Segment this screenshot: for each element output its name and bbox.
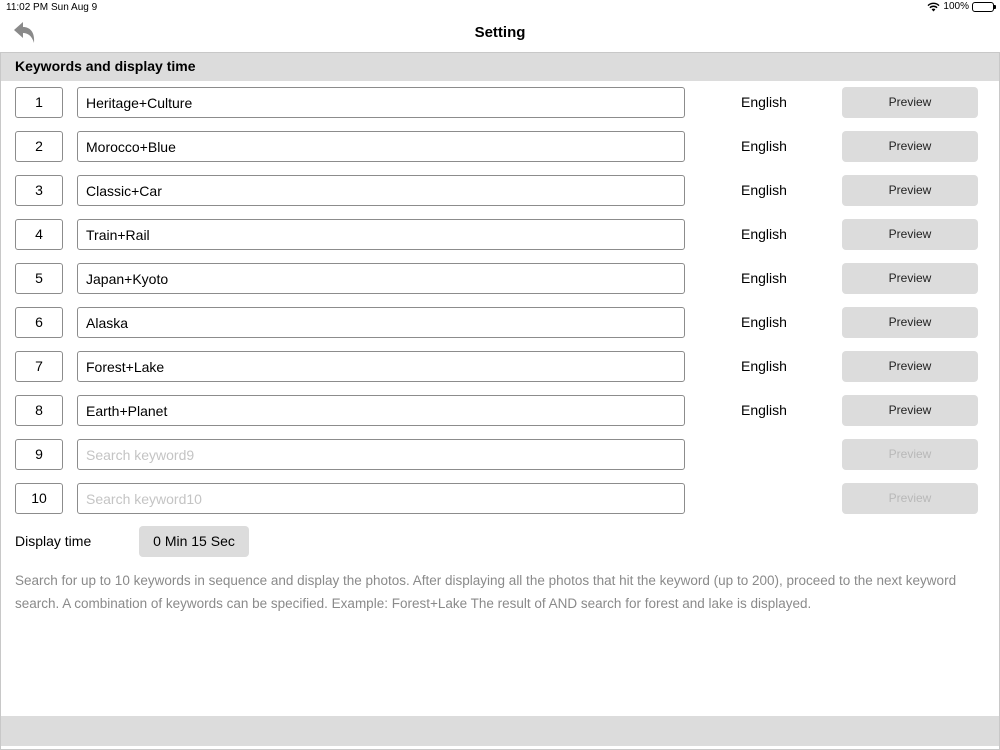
- keyword-language: English: [741, 402, 787, 418]
- status-right: [927, 1, 994, 12]
- nav-bar: [0, 16, 1000, 52]
- keyword-input[interactable]: [77, 483, 685, 514]
- preview-button[interactable]: Preview: [842, 307, 978, 338]
- keyword-input[interactable]: [77, 307, 685, 338]
- footer-bar: [1, 716, 999, 746]
- display-time-label: Display time: [15, 533, 92, 549]
- keyword-index: 10: [15, 483, 63, 514]
- keyword-row: [0, 395, 1000, 427]
- preview-button[interactable]: Preview: [842, 351, 978, 382]
- keyword-row: [0, 351, 1000, 383]
- keyword-index: 2: [15, 131, 63, 162]
- keyword-row: [0, 307, 1000, 339]
- preview-button[interactable]: Preview: [842, 395, 978, 426]
- preview-button[interactable]: Preview: [842, 131, 978, 162]
- preview-button[interactable]: Preview: [842, 219, 978, 250]
- section-header: Keywords and display time: [1, 53, 999, 81]
- keyword-input[interactable]: [77, 263, 685, 294]
- keyword-language: English: [741, 270, 787, 286]
- keyword-row: [0, 87, 1000, 119]
- preview-button[interactable]: Preview: [842, 175, 978, 206]
- wifi-icon: [927, 2, 940, 12]
- keyword-input[interactable]: [77, 395, 685, 426]
- keyword-input[interactable]: [77, 87, 685, 118]
- battery-icon: [972, 2, 994, 12]
- keyword-row: [0, 219, 1000, 251]
- keyword-language: English: [741, 138, 787, 154]
- keyword-row: [0, 131, 1000, 163]
- keyword-index: 1: [15, 87, 63, 118]
- keyword-row: [0, 439, 1000, 471]
- keyword-index: 7: [15, 351, 63, 382]
- keyword-language: English: [741, 226, 787, 242]
- keyword-input[interactable]: [77, 351, 685, 382]
- preview-button[interactable]: Preview: [842, 87, 978, 118]
- preview-button[interactable]: Preview: [842, 483, 978, 514]
- keyword-index: 9: [15, 439, 63, 470]
- display-time-button[interactable]: 0 Min 15 Sec: [139, 526, 249, 557]
- keyword-index: 5: [15, 263, 63, 294]
- keyword-index: 8: [15, 395, 63, 426]
- preview-button[interactable]: Preview: [842, 263, 978, 294]
- keyword-index: 4: [15, 219, 63, 250]
- keyword-language: English: [741, 314, 787, 330]
- preview-button[interactable]: Preview: [842, 439, 978, 470]
- status-date: Sun Aug 9: [51, 2, 98, 13]
- status-time: 11:02 PM: [6, 2, 49, 13]
- keyword-row: [0, 483, 1000, 515]
- keyword-input[interactable]: [77, 131, 685, 162]
- keyword-row: [0, 263, 1000, 295]
- keyword-language: English: [741, 358, 787, 374]
- keyword-input[interactable]: [77, 439, 685, 470]
- keyword-index: 3: [15, 175, 63, 206]
- battery-percent: 100%: [943, 1, 969, 12]
- page-title: Setting: [474, 24, 526, 41]
- keyword-index: 6: [15, 307, 63, 338]
- description-text: Search for up to 10 keywords in sequence and display the photos. After displaying all the photos that hit the keyword (up to 200), proceed to the next keyword search. A combination of keywords can be specified. Example: Forest+Lake The result of AND search for forest and lake is displayed.: [15, 573, 957, 611]
- keyword-row: [0, 175, 1000, 207]
- keyword-input[interactable]: [77, 219, 685, 250]
- keyword-language: English: [741, 182, 787, 198]
- status-bar: [0, 0, 1000, 16]
- keyword-language: English: [741, 94, 787, 110]
- keyword-input[interactable]: [77, 175, 685, 206]
